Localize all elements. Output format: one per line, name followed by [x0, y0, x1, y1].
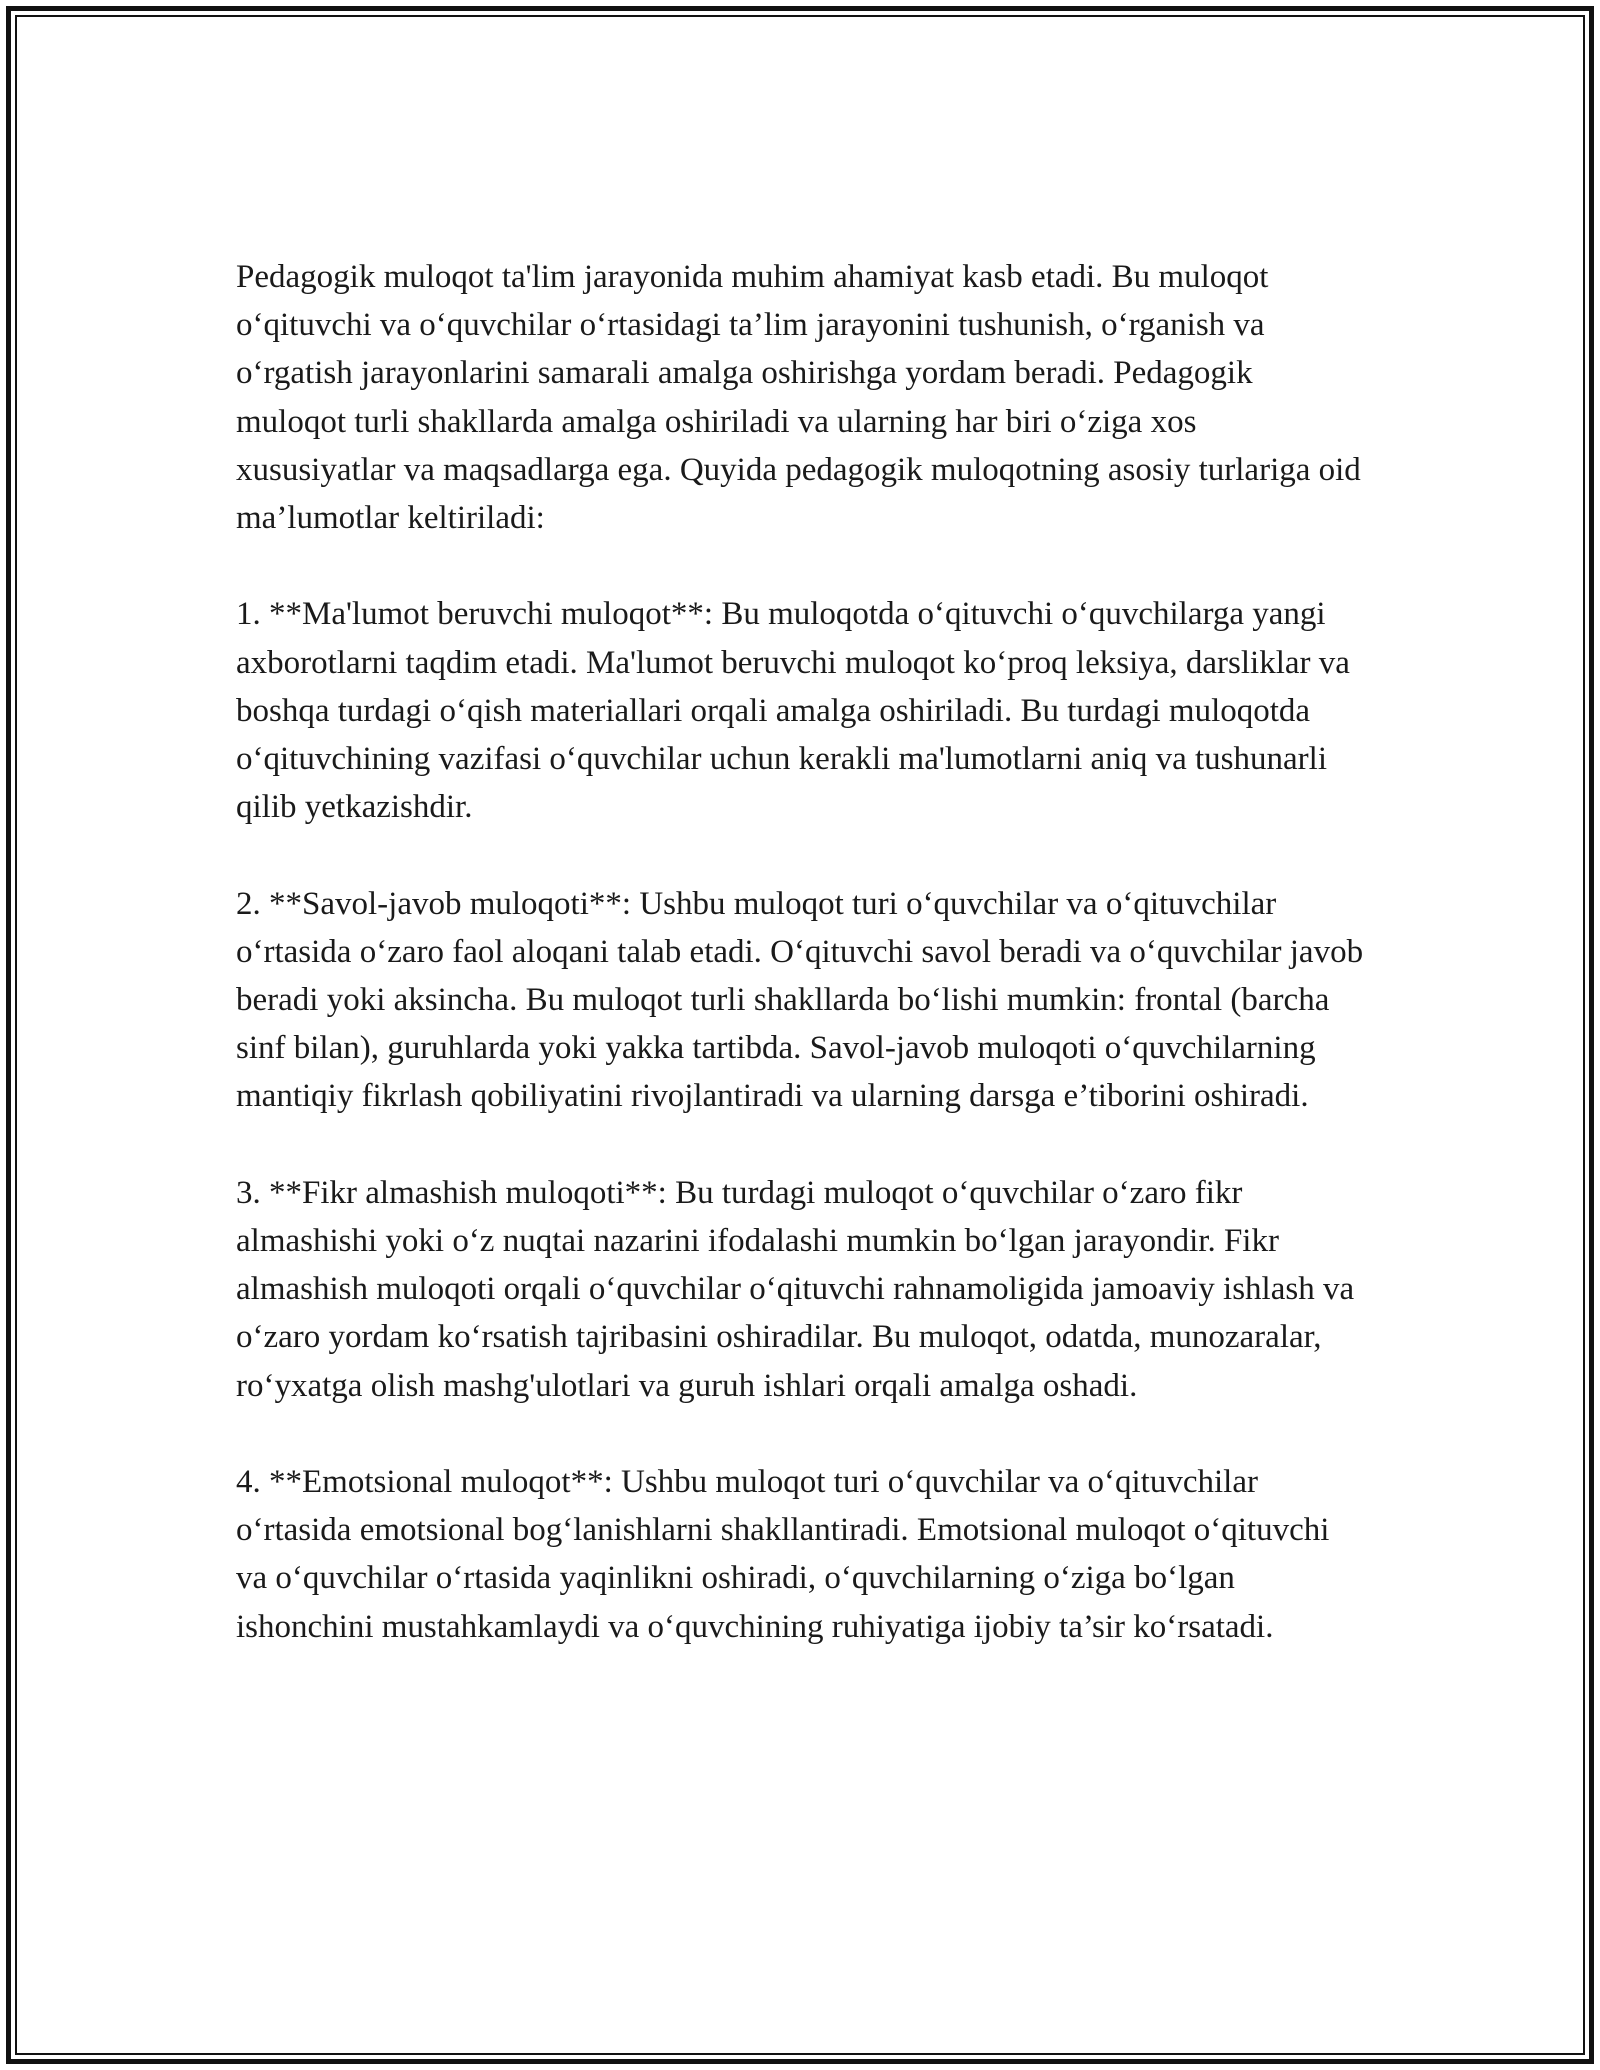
intro-paragraph: Pedagogik muloqot ta'lim jarayonida muhim ahamiyat kasb etadi. Bu muloqot o‘qituvchi va o‘quvchilar o‘rtasidagi ta’lim jarayonini tushunish, o‘rganish va o‘rgatish jarayonlarini samarali amalga oshirishga yordam beradi. Pedagogik muloqot turli shakllarda amalga oshiriladi va ularning har biri o‘ziga xos xususiyatlar va maqsadlarga ega. Quyida pedagogik muloqotning asosiy turlariga oid ma’lumotlar keltiriladi:	[236, 259, 1361, 537]
list-item: 3. **Fikr almashish muloqoti**: Bu turdagi muloqot o‘quvchilar o‘zaro fikr almashishi yoki o‘z nuqtai nazarini ifodalashi mumkin bo‘lgan jarayondir. Fikr almashish muloqoti orqali o‘quvchilar o‘qituvchi rahnamoligida jamoaviy ishlash va o‘zaro yordam ko‘rsatish tajribasini oshiradilar. Bu muloqot, odatda, munozaralar, ro‘yxatga olish mashg'ulotlari va guruh ishlari orqali amalga oshadi.	[236, 1174, 1355, 1404]
list-item: 2. **Savol-javob muloqoti**: Ushbu muloqot turi o‘quvchilar va o‘qituvchilar o‘rtasida o‘zaro faol aloqani talab etadi. O‘qituvchi savol beradi va o‘quvchilar javob beradi yoki aksincha. Bu muloqot turli shakllarda bo‘lishi mumkin: frontal (barcha sinf bilan), guruhlarda yoki yakka tartibda. Savol-javob muloqoti o‘quvchilarning mantiqiy fikrlash qobiliyatini rivojlantiradi va ularning darsga e’tiborini oshiradi.	[236, 885, 1364, 1115]
list-item: 1. **Ma'lumot beruvchi muloqot**: Bu muloqotda o‘qituvchi o‘quvchilarga yangi axborotlarni taqdim etadi. Ma'lumot beruvchi muloqot ko‘proq leksiya, darsliklar va boshqa turdagi o‘qish materiallari orqali amalga oshiriladi. Bu turdagi muloqotda o‘qituvchining vazifasi o‘quvchilar uchun kerakli ma'lumotlarni aniq va tushunarli qilib yetkazishdir.	[236, 596, 1350, 826]
document-body	[236, 253, 1364, 1699]
list-item: 4. **Emotsional muloqot**: Ushbu muloqot turi o‘quvchilar va o‘qituvchilar o‘rtasida emotsional bog‘lanishlarni shakllantiradi. Emotsional muloqot o‘qituvchi va o‘quvchilar o‘rtasida yaqinlikni oshiradi, o‘quvchilarning o‘ziga bo‘lgan ishonchini mustahkamlaydi va o‘quvchining ruhiyatiga ijobiy ta’sir ko‘rsatadi.	[236, 1464, 1330, 1645]
